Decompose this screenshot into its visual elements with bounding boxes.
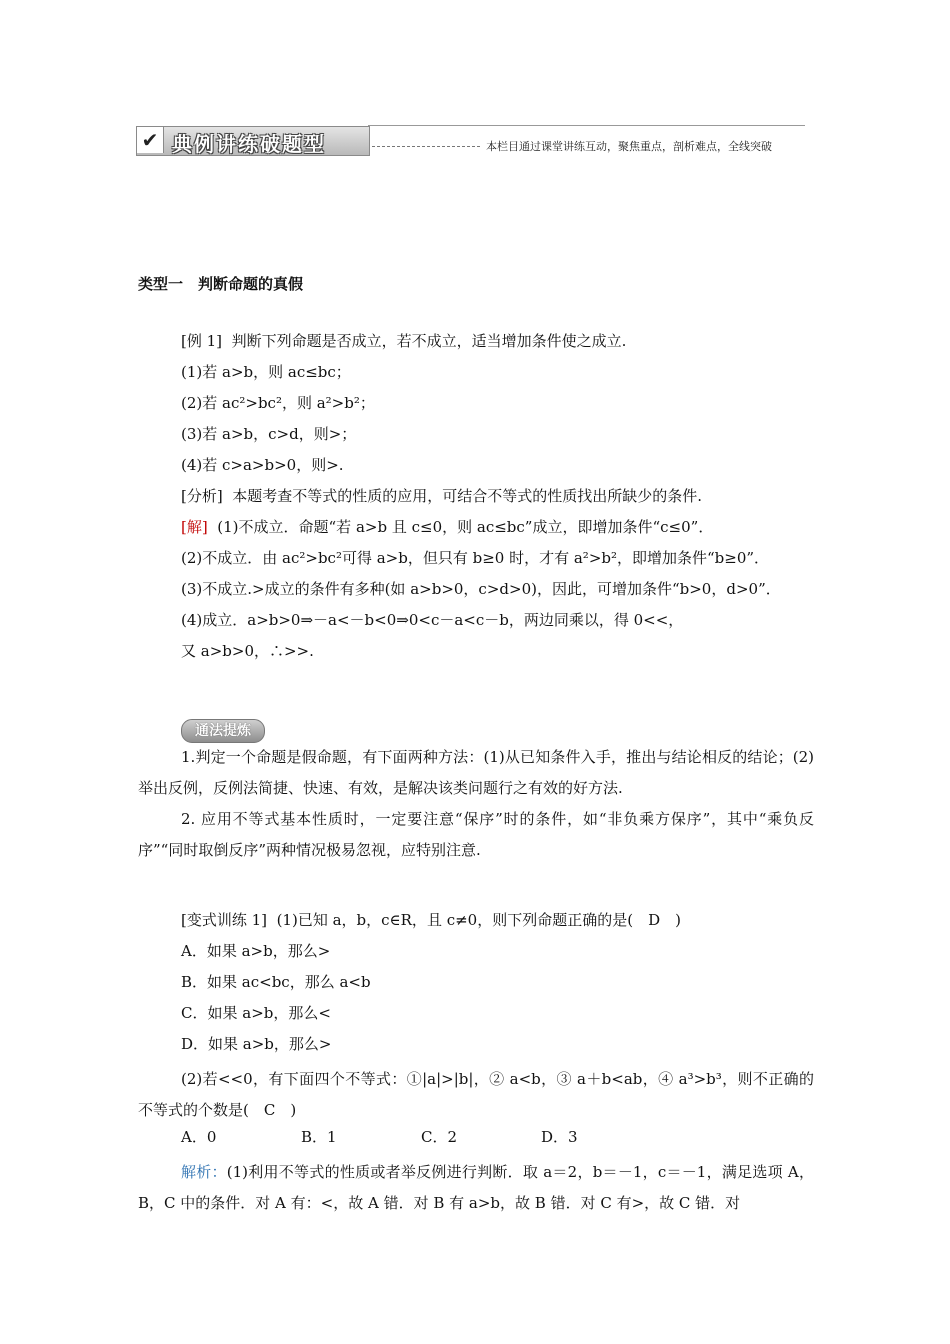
banner-dashed-rule [372,146,480,147]
analysis-text: 本题考查不等式的性质的应用，可结合不等式的性质找出所缺少的条件. [232,487,703,505]
solution-line-2: (2)不成立．由 ac²>bc²可得 a>b，但只有 b≥0 时，才有 a²>b²，即增加条件“b≥0”． [181,549,770,567]
choice-a: A．0 [181,1128,217,1146]
explanation-text: (1)利用不等式的性质或者举反例进行判断．取 a＝2，b＝－1，c＝－1，满足选项 A，B，C 中的条件．对 A 有：<，故 A 错．对 B 有 a>b，故 B 错．对 C 有>，故 C 错．对 [138,1163,814,1212]
method-paragraph-1: 1.判定一个命题是假命题，有下面两种方法：(1)从已知条件入手，推出与结论相反的结论；(2)举出反例，反例法简捷、快速、有效，是解决该类问题行之有效的好方法. [138,748,814,797]
check-icon: ✔ [137,127,164,153]
method-paragraph-2: 2. 应用不等式基本性质时，一定要注意“保序”时的条件，如“非负乘方保序”，其中“乘负反序”“同时取倒反序”两种情况极易忽视，应特别注意. [138,810,814,859]
example-item-1: (1)若 a>b，则 ac≤bc； [181,363,351,381]
choice-d: D．3 [541,1128,578,1146]
analysis-label: [分析] [181,487,223,505]
solution-line-4: (4)成立．a>b>0⇒－a<－b<0⇒0<c－a<c－b，两边同乘以，得 0<<， [181,611,684,629]
variant-label: [变式训练 1] [181,911,268,929]
method-badge: 通法提炼 [181,719,265,743]
example-question [181,330,626,351]
solution-line-5: 又 a>b>0，∴>>. [181,642,314,660]
option-b: B．如果 ac<bc，那么 a<b [181,973,371,991]
section-heading: 类型一 判断命题的真假 [138,275,304,293]
example-item-2: (2)若 ac²>bc²，则 a²>b²； [181,394,375,412]
choice-c: C．2 [421,1128,458,1146]
choice-b: B．1 [301,1128,337,1146]
variant-question-1 [181,909,681,930]
banner-title: 典例讲练破题型 [172,132,326,156]
solution-line-1 [181,516,713,537]
option-d: D．如果 a>b，那么> [181,1035,332,1053]
solution-text-1: (1)不成立．命题“若 a>b 且 c≤0，则 ac≤bc”成立，即增加条件“c≤0”． [217,518,714,536]
option-a: A．如果 a>b，那么> [181,942,331,960]
variant-q1-text: (1)已知 a，b，c∈R，且 c≠0，则下列命题正确的是( D ) [276,911,681,929]
explanation-label: 解析： [181,1163,227,1181]
explanation [138,1157,814,1219]
banner-subtitle: 本栏目通过课堂讲练互动，聚焦重点，剖析难点，全线突破 [486,140,772,153]
example-label: [例 1] [181,332,223,350]
solution-line-3: (3)不成立.>成立的条件有多种(如 a>b>0，c>d>0)，因此，可增加条件“b>0，d>0”． [181,580,781,598]
variant-question-2: (2)若<<0，有下面四个不等式：①|a|>|b|，② a<b，③ a＋b<ab，④ a³>b³，则不正确的不等式的个数是( C ) [138,1070,814,1119]
banner-top-rule [368,125,805,126]
example-item-4: (4)若 c>a>b>0，则>. [181,456,344,474]
solution-label: [解] [181,518,208,536]
option-c: C．如果 a>b，那么< [181,1004,331,1022]
analysis [181,485,702,506]
example-item-3: (3)若 a>b，c>d，则>； [181,425,357,443]
example-question-text: 判断下列命题是否成立，若不成立，适当增加条件使之成立. [231,332,627,350]
